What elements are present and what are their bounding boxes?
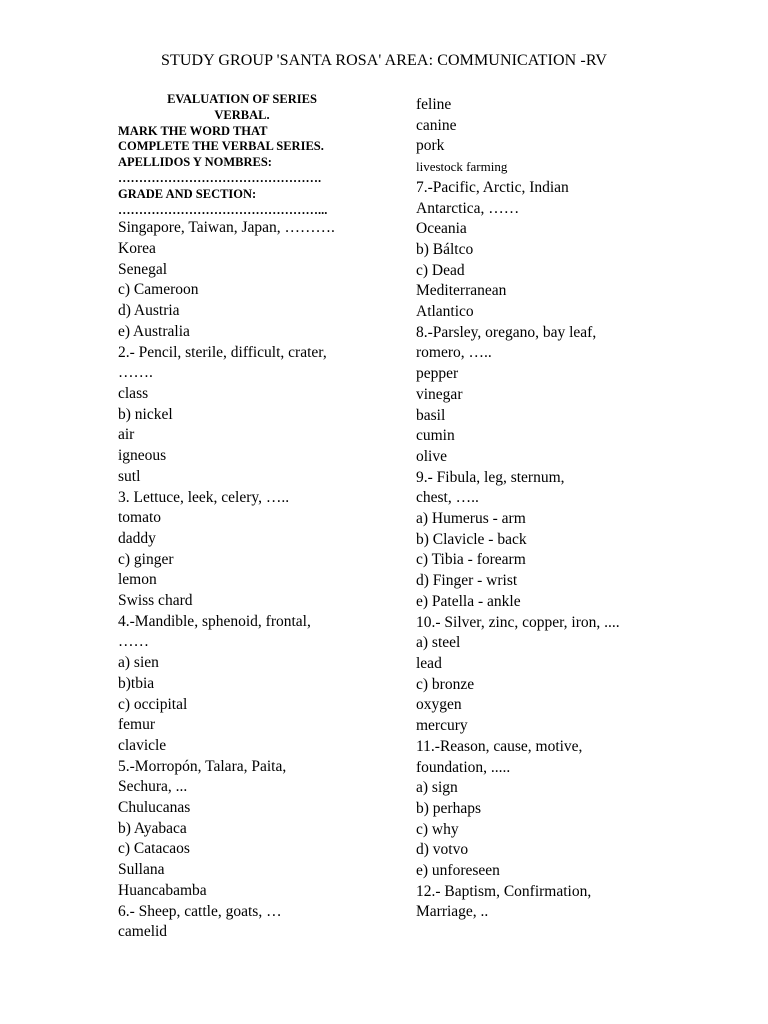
header-line: GRADE AND SECTION: xyxy=(118,186,257,201)
text-line: vinegar xyxy=(416,385,463,403)
text-line: olive xyxy=(416,447,447,465)
section-blank: …………………………………………... xyxy=(118,202,328,217)
text-line: lead xyxy=(416,654,442,672)
text-line: air xyxy=(118,426,135,444)
text-line: a) steel xyxy=(416,634,461,652)
text-line: e) Australia xyxy=(118,322,190,340)
header-line: MARK THE WORD THAT xyxy=(118,123,268,138)
text-line: Chulucanas xyxy=(118,799,191,817)
text-line: livestock farming xyxy=(416,159,508,175)
text-line: c) occipital xyxy=(118,695,188,713)
text-line: 2.- Pencil, sterile, difficult, crater, xyxy=(118,343,327,361)
text-line: Swiss chard xyxy=(118,592,193,610)
text-line: Sechura, ... xyxy=(118,778,188,796)
text-line: femur xyxy=(118,716,156,734)
page-title: STUDY GROUP 'SANTA ROSA' AREA: COMMUNICATION -RV xyxy=(161,52,607,69)
text-line: b) Báltco xyxy=(416,240,474,258)
text-line: e) Patella - ankle xyxy=(416,592,521,610)
text-line: d) votvo xyxy=(416,841,469,859)
text-line: canine xyxy=(416,116,457,134)
text-line: b) nickel xyxy=(118,405,173,423)
text-line: Sullana xyxy=(118,861,165,879)
text-line: 3. Lettuce, leek, celery, ….. xyxy=(118,488,290,506)
text-line: camelid xyxy=(118,923,168,941)
text-line: lemon xyxy=(118,571,157,589)
left-column xyxy=(118,92,388,943)
text-line: Mediterranean xyxy=(416,282,507,300)
text-line: romero, ….. xyxy=(416,344,492,362)
text-line: mercury xyxy=(416,717,468,735)
text-line: 10.- Silver, zinc, copper, iron, .... xyxy=(416,613,620,631)
text-line: sutl xyxy=(118,467,141,485)
exam-header xyxy=(118,92,388,218)
text-line: Huancabamba xyxy=(118,881,207,899)
header-line: EVALUATION OF SERIES xyxy=(167,92,317,106)
text-line: Atlantico xyxy=(416,303,474,321)
text-line: class xyxy=(118,385,149,402)
text-line: 8.-Parsley, oregano, bay leaf, xyxy=(416,323,597,341)
text-line: 12.- Baptism, Confirmation, xyxy=(416,882,592,900)
text-line: Antarctica, …… xyxy=(416,199,520,217)
text-line: tomato xyxy=(118,509,162,527)
text-line: a) Humerus - arm xyxy=(416,510,526,528)
name-blank: …………………………………………. xyxy=(118,170,322,185)
header-line: VERBAL. xyxy=(214,107,270,122)
text-line: d) Finger - wrist xyxy=(416,572,518,590)
text-line: c) Tibia - forearm xyxy=(416,551,526,569)
text-line: b) Clavicle - back xyxy=(416,530,527,548)
header-line: APELLIDOS Y NOMBRES: xyxy=(118,155,272,170)
text-line: d) Austria xyxy=(118,302,180,320)
text-line: c) ginger xyxy=(118,550,174,568)
text-line: 4.-Mandible, sphenoid, frontal, xyxy=(118,612,311,630)
text-line: Senegal xyxy=(118,260,168,278)
text-line: pepper xyxy=(416,365,459,383)
right-column xyxy=(416,95,716,923)
text-line: a) sien xyxy=(118,654,159,672)
text-line: 11.-Reason, cause, motive, xyxy=(416,737,583,755)
header-line: COMPLETE THE VERBAL SERIES. xyxy=(118,139,324,154)
text-line: ……. xyxy=(118,364,153,382)
right-question-list xyxy=(416,95,716,923)
text-line: 9.- Fibula, leg, sternum, xyxy=(416,468,565,486)
text-line: b) Ayabaca xyxy=(118,819,187,837)
text-line: c) Dead xyxy=(416,261,465,279)
text-line: clavicle xyxy=(118,736,167,754)
text-line: c) Cameroon xyxy=(118,281,199,299)
text-line: b) perhaps xyxy=(416,799,481,817)
text-line: foundation, ..... xyxy=(416,758,511,776)
text-line: Marriage, .. xyxy=(416,903,489,921)
text-line: 7.-Pacific, Arctic, Indian xyxy=(416,178,569,196)
text-line: e) unforeseen xyxy=(416,862,500,880)
text-line: c) bronze xyxy=(416,675,475,693)
text-line: b)tbia xyxy=(118,674,155,692)
text-line: chest, ….. xyxy=(416,489,479,507)
text-line: cumin xyxy=(416,427,455,445)
text-line: oxygen xyxy=(416,696,462,714)
text-line: …… xyxy=(118,633,149,651)
text-line: a) sign xyxy=(416,779,458,797)
left-question-list xyxy=(118,218,388,943)
text-line: daddy xyxy=(118,529,156,547)
text-line: Korea xyxy=(118,240,156,258)
text-line: Oceania xyxy=(416,220,467,238)
text-line: 5.-Morropón, Talara, Paita, xyxy=(118,757,287,775)
text-line: igneous xyxy=(118,447,167,465)
text-line: pork xyxy=(416,137,445,155)
text-line: Singapore, Taiwan, Japan, ………. xyxy=(118,219,335,237)
text-line: 6.- Sheep, cattle, goats, … xyxy=(118,902,282,920)
text-line: basil xyxy=(416,406,446,424)
text-line: feline xyxy=(416,96,452,113)
text-line: c) Catacaos xyxy=(118,840,190,858)
text-line: c) why xyxy=(416,820,459,838)
